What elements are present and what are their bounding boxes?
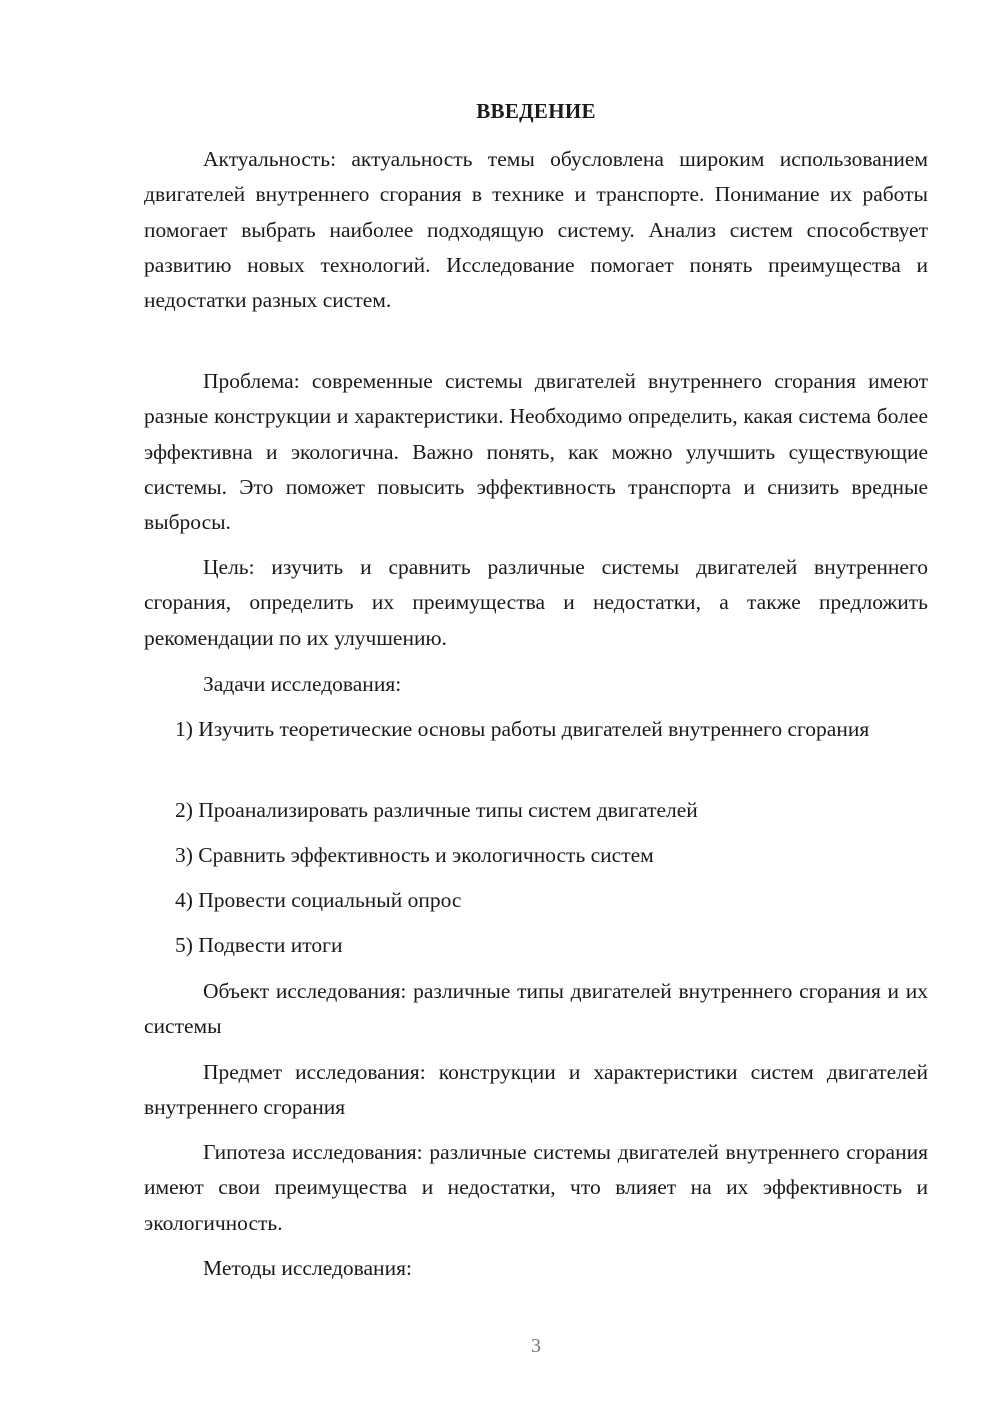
methods-heading: Методы исследования:	[203, 1256, 412, 1280]
task-item-5: 5) Подвести итоги	[175, 933, 343, 957]
goal-paragraph: Цель: изучить и сравнить различные системы двигателей внутреннего сгорания, определить их преимущества и недостатки, а также предложить рекомендации по их улучшению.	[144, 555, 928, 650]
document-page	[144, 0, 928, 1414]
hypothesis-paragraph: Гипотеза исследования: различные системы двигателей внутреннего сгорания имеют свои преимущества и недостатки, что влияет на их эффективность и экологичность.	[144, 1140, 928, 1235]
page-title: ВВЕДЕНИЕ	[476, 99, 596, 123]
page-number: 3	[531, 1335, 541, 1357]
task-item-4: 4) Провести социальный опрос	[175, 888, 462, 912]
object-paragraph: Объект исследования: различные типы двигателей внутреннего сгорания и их системы	[144, 979, 928, 1039]
task-item-2: 2) Проанализировать различные типы систем двигателей	[175, 798, 698, 822]
problem-paragraph: Проблема: современные системы двигателей внутреннего сгорания имеют разные конструкции и характеристики. Необходимо определить, какая система более эффективна и экологична. Важно понять, как можно улучшить существующие системы. Это поможет повысить эффективность транспорта и снизить вредные выбросы.	[144, 369, 928, 535]
tasks-heading: Задачи исследования:	[203, 672, 402, 696]
task-item-3: 3) Сравнить эффективность и экологичность систем	[175, 843, 654, 867]
relevance-paragraph: Актуальность: актуальность темы обусловлена широким использованием двигателей внутреннего сгорания в технике и транспорте. Понимание их работы помогает выбрать наиболее подходящую систему. Анализ систем способствует развитию новых технологий. Исследование помогает понять преимущества и недостатки разных систем.	[144, 147, 928, 313]
subject-paragraph: Предмет исследования: конструкции и характеристики систем двигателей внутреннего сгорания	[144, 1060, 928, 1120]
task-item-1: 1) Изучить теоретические основы работы двигателей внутреннего сгорания	[175, 717, 870, 741]
